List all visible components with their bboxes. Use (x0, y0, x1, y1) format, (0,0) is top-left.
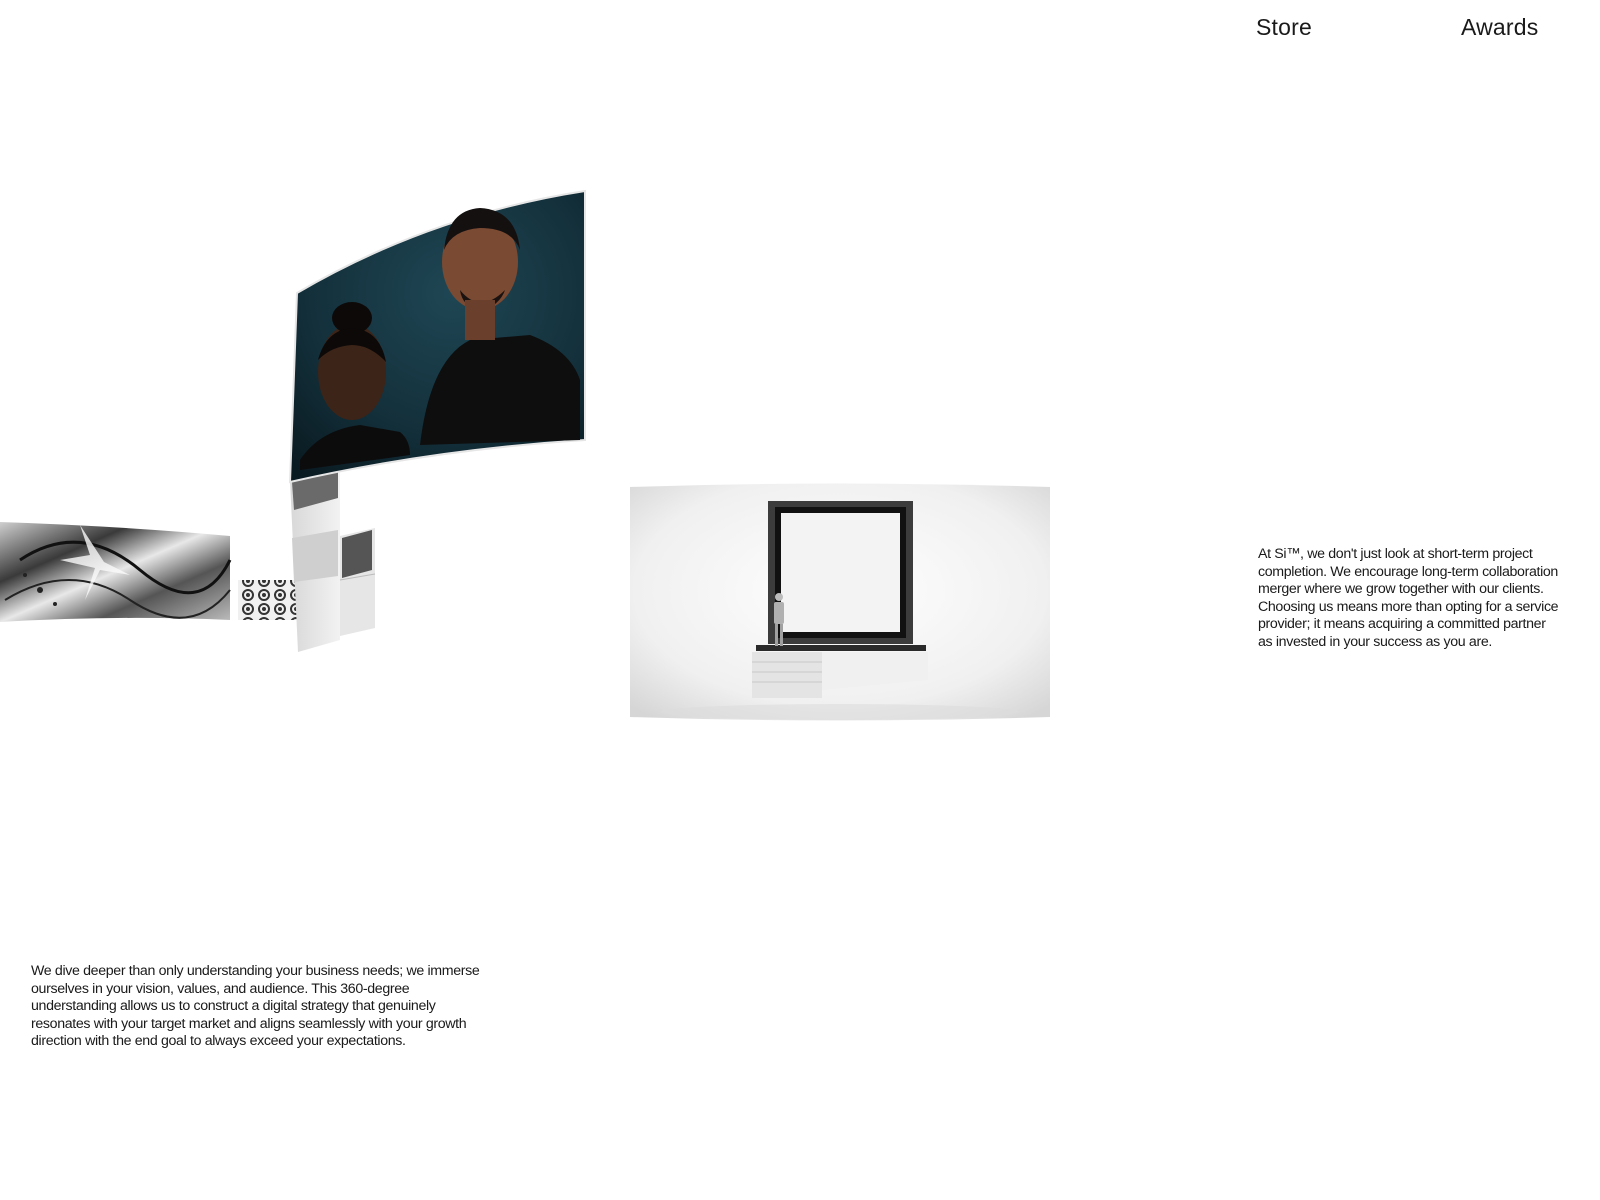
partnership-line: as invested in your success as you are. (1258, 633, 1492, 650)
curved-screens-image (290, 470, 375, 652)
intro-line: We dive deeper than only understanding your business needs; we immerse (31, 963, 480, 979)
intro-line: ourselves in your vision, values, and audience. This 360-degree (31, 980, 410, 997)
partnership-line: provider; it means acquiring a committed partner (1258, 616, 1546, 633)
nav-link-awards[interactable]: Awards (1461, 14, 1539, 40)
portrait-photo-image (290, 191, 585, 482)
partnership-line: Choosing us means more than opting for a service (1258, 598, 1559, 615)
intro-line: understanding allows us to construct a digital strategy that genuinely (31, 998, 436, 1015)
intro-paragraph (31, 963, 571, 1051)
top-navigation (1256, 14, 1600, 54)
intro-line: direction with the end goal to always exceed your expectations. (31, 1033, 406, 1050)
intro-line: resonates with your target market and aligns seamlessly with your growth (31, 1015, 467, 1032)
partnership-line: completion. We encourage long-term collaboration (1258, 563, 1558, 580)
gallery-scene (0, 180, 1100, 740)
partnership-line: At Si™, we don't just look at short-term project (1258, 546, 1533, 562)
partnership-line: merger where we grow together with our clients. (1258, 581, 1544, 598)
nav-link-store[interactable]: Store (1256, 14, 1312, 40)
abstract-swirl-image (0, 522, 230, 622)
ring-pattern-image (238, 580, 298, 620)
partnership-paragraph (1258, 546, 1600, 652)
monument-frame-image (630, 484, 1050, 721)
